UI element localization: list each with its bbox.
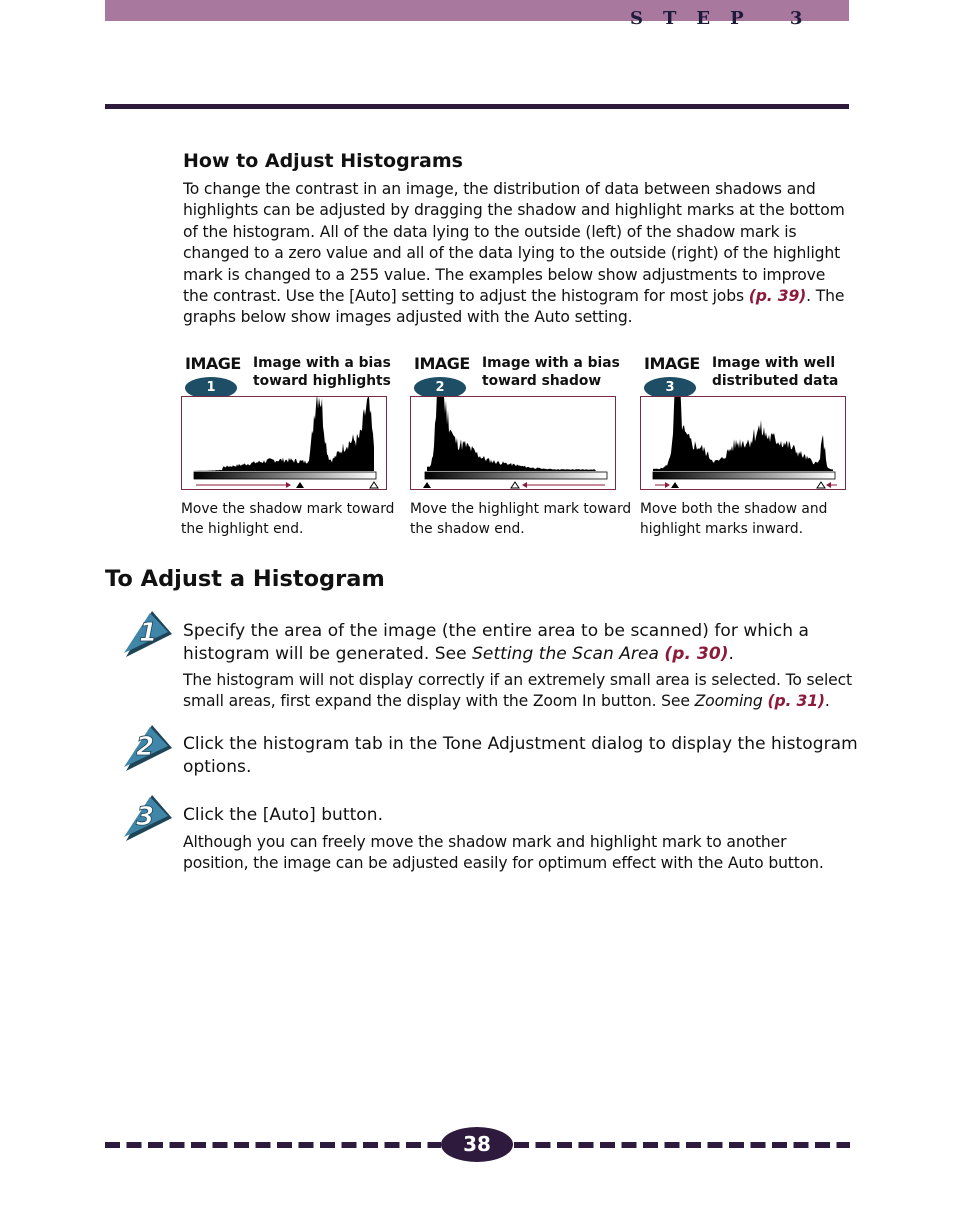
step-2-text: Click the histogram tab in the Tone Adjustment dialog to display the histogram options. bbox=[183, 734, 858, 777]
footer-dash bbox=[772, 1142, 787, 1148]
footer-dash bbox=[557, 1142, 572, 1148]
step-1-text: Specify the area of the image (the entire area to be scanned) for which a histogram will be generated. See Setting the Scan Area (p. 30). bbox=[183, 621, 810, 664]
image-caption: Image with well distributed data bbox=[712, 355, 839, 389]
step-1-badge-icon bbox=[122, 611, 172, 657]
footer-dash bbox=[105, 1142, 120, 1148]
image-label: IMAGE bbox=[644, 354, 700, 373]
drag-arrow-head bbox=[522, 482, 527, 488]
image-caption: Image with a bias toward shadow bbox=[482, 355, 620, 389]
footer-dash bbox=[342, 1142, 357, 1148]
page-reference-link[interactable]: (p. 39) bbox=[748, 287, 807, 306]
footer-dash-rule-left bbox=[105, 1142, 441, 1148]
procedure-title: To Adjust a Histogram bbox=[105, 566, 385, 592]
shadow-mark-icon bbox=[423, 482, 431, 488]
image-label: IMAGE bbox=[414, 354, 470, 373]
footer-dash bbox=[751, 1142, 766, 1148]
step-3-badge-icon bbox=[122, 795, 172, 841]
footer-dash bbox=[234, 1142, 249, 1148]
footer-dash bbox=[600, 1142, 615, 1148]
panel-instruction: Move the highlight mark toward the shadow end. bbox=[410, 501, 632, 537]
footer-dash bbox=[514, 1142, 529, 1148]
footer-dash bbox=[579, 1142, 594, 1148]
footer-dash bbox=[794, 1142, 809, 1148]
footer-dash bbox=[385, 1142, 400, 1148]
footer-dash bbox=[428, 1142, 442, 1148]
footer-dash bbox=[213, 1142, 228, 1148]
histogram-graph bbox=[181, 396, 387, 490]
drag-arrow-head-right bbox=[665, 482, 670, 488]
footer-dash bbox=[320, 1142, 335, 1148]
step-3-note: Although you can freely move the shadow mark and highlight mark to another position, the image can be adjusted easily for optimum effect with the Auto button. bbox=[183, 833, 824, 873]
footer-dash-rule-right bbox=[514, 1142, 850, 1148]
shadow-mark-icon bbox=[296, 482, 304, 488]
drag-arrow-head bbox=[286, 482, 291, 488]
footer-dash bbox=[148, 1142, 163, 1148]
footer-dash bbox=[536, 1142, 551, 1148]
footer-dash bbox=[256, 1142, 271, 1148]
highlight-mark-icon bbox=[370, 482, 378, 488]
section-title: How to Adjust Histograms bbox=[183, 150, 463, 172]
footer-dash bbox=[643, 1142, 658, 1148]
footer-dash bbox=[277, 1142, 292, 1148]
footer-dash bbox=[729, 1142, 744, 1148]
footer-dash bbox=[815, 1142, 830, 1148]
image-label: IMAGE bbox=[185, 354, 241, 373]
histogram-graph bbox=[410, 396, 616, 490]
footer-dash bbox=[708, 1142, 723, 1148]
footer-dash bbox=[191, 1142, 206, 1148]
svg-text:3: 3 bbox=[136, 802, 155, 832]
histogram-curve bbox=[427, 397, 605, 471]
step-label: STEP 3 bbox=[630, 8, 823, 29]
shadow-mark-icon bbox=[671, 482, 679, 488]
footer-dash bbox=[665, 1142, 680, 1148]
footer-dash bbox=[127, 1142, 142, 1148]
highlight-mark-icon bbox=[511, 482, 519, 488]
image-number-badge: 2 bbox=[414, 377, 466, 399]
image-number-badge: 3 bbox=[644, 377, 696, 399]
image-caption: Image with a bias toward highlights bbox=[253, 355, 391, 389]
svg-text:2: 2 bbox=[136, 732, 155, 762]
step-3-text: Click the [Auto] button. bbox=[183, 805, 384, 825]
page-reference-link[interactable]: (p. 31) bbox=[767, 692, 825, 711]
gray-ramp bbox=[425, 472, 607, 479]
gray-ramp bbox=[653, 472, 835, 479]
header-rule bbox=[105, 104, 849, 109]
panel-instruction: Move the shadow mark toward the highlight end. bbox=[181, 501, 395, 537]
footer-dash bbox=[837, 1142, 851, 1148]
histogram-curve bbox=[194, 397, 374, 471]
step-2-badge-icon bbox=[122, 725, 172, 771]
histogram-curve bbox=[653, 397, 833, 471]
footer-dash bbox=[299, 1142, 314, 1148]
footer-dash bbox=[170, 1142, 185, 1148]
highlight-mark-icon bbox=[817, 482, 825, 488]
gray-ramp bbox=[194, 472, 376, 479]
panel-instruction: Move both the shadow and highlight marks inward. bbox=[640, 501, 828, 537]
step-1-note: The histogram will not display correctly if an extremely small area is selected. To select small areas, first expand the display with the Zoom In button. See Zooming (p. 31). bbox=[183, 671, 852, 711]
footer-dash bbox=[406, 1142, 421, 1148]
page-reference-link[interactable]: (p. 30) bbox=[664, 643, 729, 664]
footer-dash bbox=[363, 1142, 378, 1148]
histogram-graph bbox=[640, 396, 846, 490]
footer-dash bbox=[686, 1142, 701, 1148]
drag-arrow-head-left bbox=[826, 482, 831, 488]
intro-paragraph: To change the contrast in an image, the distribution of data between shadows and highlights can be adjusted by dragging the shadow and highlight marks at the bottom of the histogram. All of the data lying to the outside (left) of the shadow mark is changed to a zero value and all of the data lying to the outside (right) of the highlight mark is changed to a 255 value. The examples below show adjustments to improve the contrast. Use the [Auto] setting to adjust the histogram for most jobs (p. 39). The graphs below show images adjusted with the Auto setting. bbox=[183, 180, 845, 327]
svg-text:1: 1 bbox=[139, 618, 158, 648]
footer-dash bbox=[622, 1142, 637, 1148]
page-number: 38 bbox=[441, 1127, 513, 1162]
image-number-badge: 1 bbox=[185, 377, 237, 399]
